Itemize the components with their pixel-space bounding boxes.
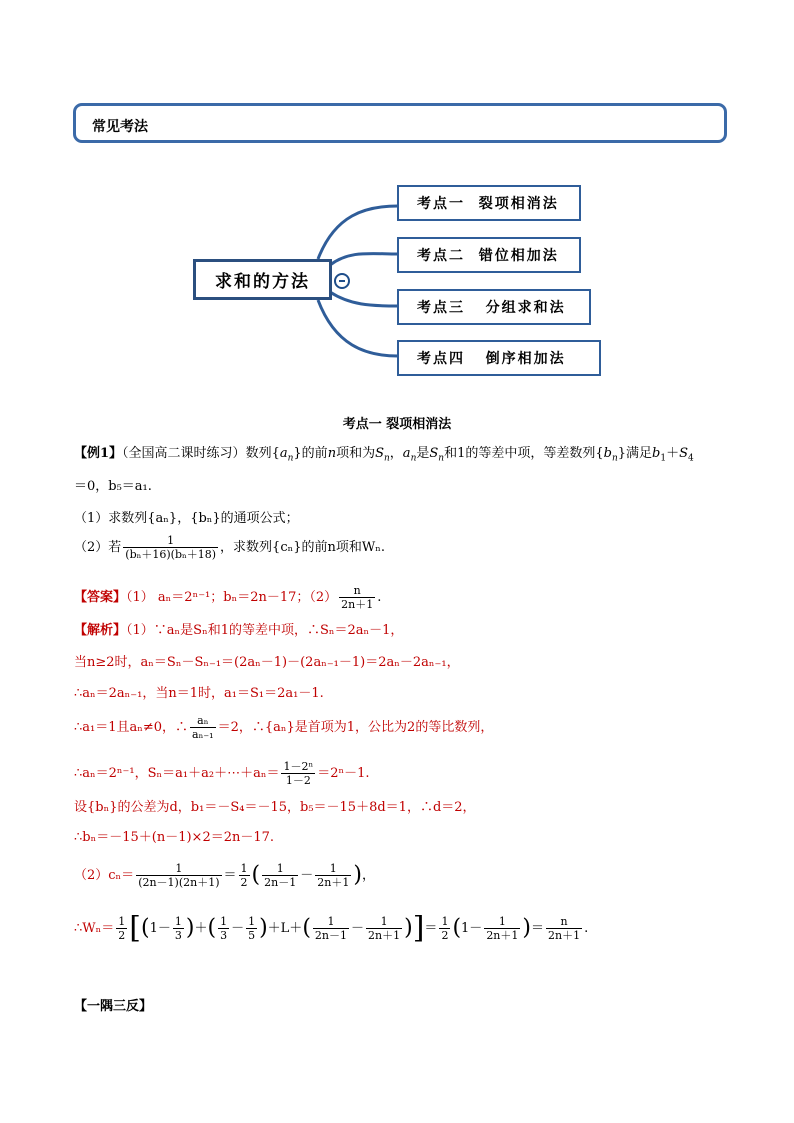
example-text: }的前	[293, 446, 328, 461]
fraction: $\frac{1}{3}$	[220, 915, 228, 942]
answer-period: .	[377, 590, 382, 605]
fraction: $\frac{1}{5}$	[248, 915, 256, 942]
fraction: $\frac{\text{1－2ⁿ}}{1-2}$	[283, 760, 314, 787]
fraction: $\frac{1}{2n-1}$	[264, 862, 297, 889]
fraction: $\frac{1}{2n+1}$	[486, 915, 519, 942]
connector-2	[330, 254, 398, 265]
question-1: （1）求数列{aₙ}，{bₙ}的通项公式；	[74, 511, 299, 526]
footer-title: 【一隅三反】	[74, 999, 153, 1014]
equals: ＝	[223, 868, 237, 883]
section-title: 考点一 裂项相消法	[342, 417, 452, 432]
fraction: $\frac{1}{(2n-1)(2n+1)}$	[138, 862, 220, 889]
example-source: （全国高二课时练习）	[122, 446, 246, 461]
fraction: $\frac{1}{2}$	[240, 862, 248, 889]
analysis-text: ∴aₙ＝2ⁿ⁻¹，Sₙ＝a₁＋a₂＋⋯＋aₙ＝	[74, 766, 280, 781]
fraction: $\frac{1}{\text{(bₙ＋16)(bₙ＋18)}}$	[125, 534, 217, 561]
mindmap-branch-3: 考点三 分组求和法	[397, 289, 591, 325]
fraction: $\frac{1}{2n+1}$	[368, 915, 401, 942]
answer-text: （1） aₙ＝2ⁿ⁻¹；bₙ＝2n－17；（2）	[126, 590, 338, 605]
analysis-text: ∴Wₙ＝	[74, 921, 115, 936]
analysis-line-4	[74, 714, 493, 741]
analysis-text: （2）cₙ＝	[74, 868, 135, 883]
mindmap-branch-1: 考点一 裂项相消法	[397, 185, 581, 221]
mindmap-center-node: 求和的方法	[193, 259, 332, 300]
example-text: 项和为	[336, 446, 376, 461]
analysis-tag: 【解析】	[74, 623, 127, 638]
analysis-line-9: ∴Wₙ＝ $\frac{1}{2}$ [(1－ $\frac{1}{3}$ )＋( $\frac{1}{3}$ － $\frac{1}{5}$ )＋L＋( $\frac{1}{2n-1}$ － $\frac{1}{2n+1}$ )]＝ $\frac{1}{2}$ (1－ $\frac{1}{2n+1}$ )＝ $\frac{n}{2n+1}$ .	[74, 910, 589, 946]
example-line-2: ＝0，b₅＝a₁.	[74, 479, 152, 494]
equals: ＝	[424, 921, 438, 936]
question-2	[74, 534, 385, 561]
analysis-line-5	[74, 760, 370, 787]
analysis-text: ＝2ⁿ－1.	[317, 766, 370, 781]
example-line-1: 【例1】（全国高二课时练习）数列$\{a_n\}$的前n项和为$S_n$，$a_n$是$S_n$和1的等差中项，等差数列$\{b_n\}$满足$b_1+S_4$	[74, 446, 694, 464]
answer-tag: 【答案】	[74, 590, 127, 605]
term: 1－	[149, 921, 171, 936]
example-text: 和1的等差中项，等差数列{	[444, 446, 604, 461]
term: 1－	[461, 921, 483, 936]
connector-3	[330, 292, 398, 306]
analysis-line-6: 设{bₙ}的公差为d，b₁＝－S₄＝－15，b₅＝－15＋8d＝1，∴d＝2，	[74, 800, 476, 815]
analysis-line-3: ∴aₙ＝2aₙ₋₁，当n＝1时，a₁＝S₁＝2a₁－1.	[74, 686, 324, 701]
fraction: $\frac{1}{2n-1}$	[314, 915, 347, 942]
example-text: 数列{	[245, 446, 280, 461]
mindmap-branch-4: 考点四 倒序相加法	[397, 340, 601, 376]
section-header-title: 常见考法	[92, 119, 148, 135]
fraction: $\frac{n}{2n+1}$	[548, 915, 581, 942]
analysis-text: （1）∵aₙ是Sₙ和1的等差中项，∴Sₙ＝2aₙ－1，	[126, 623, 404, 638]
analysis-line-7: ∴bₙ＝－15＋(n－1)×2＝2n－17.	[74, 830, 275, 845]
connector-1	[318, 206, 398, 259]
fraction: $\frac{\text{aₙ}}{\text{aₙ₋₁}}$	[192, 714, 214, 741]
ellipsis: ＋L＋	[267, 921, 303, 936]
period: .	[584, 921, 589, 936]
example-text: 是	[416, 446, 430, 461]
analysis-line-1	[74, 622, 403, 640]
connector-4	[318, 300, 398, 356]
fraction: $\frac{1}{3}$	[174, 915, 182, 942]
comma: ，	[361, 868, 375, 883]
mindmap-branch-2: 考点二 错位相加法	[397, 237, 581, 273]
fraction: $\frac{1}{2}$	[118, 915, 126, 942]
example-tag: 【例1】	[74, 446, 123, 461]
analysis-text: ＝2，∴{aₙ}是首项为1，公比为2的等比数列，	[217, 720, 494, 735]
example-text: }满足	[617, 446, 653, 461]
analysis-line-2: 当n≥2时，aₙ＝Sₙ－Sₙ₋₁＝(2aₙ－1)－(2aₙ₋₁－1)＝2aₙ－2aₙ₋₁，	[74, 655, 460, 670]
analysis-line-8: （2）cₙ＝ $\frac{1}{(2n-1)(2n+1)}$ ＝ $\frac{1}{2}$ ( $\frac{1}{2n-1}$ － $\frac{1}{2n+1}$ )，	[74, 862, 375, 889]
answer-line	[74, 584, 381, 611]
fraction: $\frac{1}{2n+1}$	[317, 862, 350, 889]
collapse-minus-icon[interactable]	[334, 273, 350, 289]
fraction: $\frac{n}{2n+1}$	[341, 584, 374, 611]
question-2-prefix: （2）若	[74, 540, 122, 555]
fraction: $\frac{1}{2}$	[441, 915, 449, 942]
analysis-text: ∴a₁＝1且aₙ≠0，∴	[74, 720, 189, 735]
question-2-suffix: ，求数列{cₙ}的前n项和Wₙ.	[220, 540, 385, 555]
